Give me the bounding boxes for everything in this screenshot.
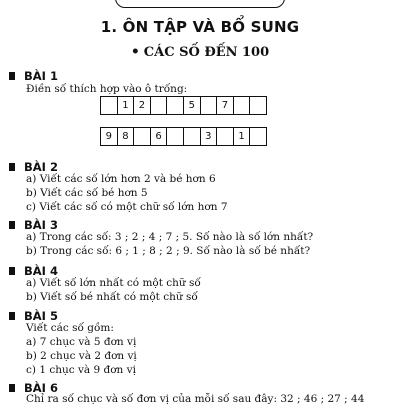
- section-title-text: CÁC SỐ ĐẾN 100: [143, 45, 270, 60]
- grid-2-cell: 8: [117, 127, 135, 146]
- exercise-6-line-1: Chỉ ra số chục và số đơn vị của mỗi số sau đây: 32 ; 46 ; 27 ; 44: [26, 393, 365, 405]
- exercise-3-heading-text: BÀI 3: [24, 218, 58, 232]
- exercise-2-heading: [9, 160, 58, 174]
- grid-2-cell: 9: [100, 127, 118, 146]
- square-bullet-icon: [9, 312, 15, 320]
- bullet-icon: •: [130, 44, 140, 60]
- grid-1-cell[interactable]: [100, 96, 118, 115]
- grid-1-cell[interactable]: [233, 96, 251, 115]
- exercise-4-heading-text: BÀI 4: [24, 264, 58, 278]
- grid-2-cell: 6: [150, 127, 168, 146]
- number-grid-2: [101, 127, 267, 146]
- grid-1-cell: 1: [117, 96, 135, 115]
- exercise-5-line-b: b) 2 chục và 2 đơn vị: [26, 350, 137, 362]
- square-bullet-icon: [9, 267, 15, 275]
- exercise-2-line-a: a) Viết các số lớn hơn 2 và bé hơn 6: [26, 173, 216, 185]
- exercise-2-line-b: b) Viết các số bé hơn 5: [26, 187, 148, 199]
- chapter-title: 1. ÔN TẬP VÀ BỔ SUNG: [100, 18, 300, 36]
- grid-1-cell[interactable]: [249, 96, 267, 115]
- exercise-5-line-a: a) 7 chục và 5 đơn vị: [26, 336, 137, 348]
- exercise-3-line-b: b) Trong các số: 6 ; 1 ; 8 ; 2 ; 9. Số nào là số bé nhất?: [26, 245, 311, 257]
- square-bullet-icon: [9, 72, 15, 80]
- grid-2-cell[interactable]: [183, 127, 201, 146]
- exercise-4-line-a: a) Viết số lớn nhất có một chữ số: [26, 277, 201, 289]
- grid-2-cell[interactable]: [249, 127, 267, 146]
- square-bullet-icon: [9, 221, 15, 229]
- exercise-5-heading: [9, 309, 58, 323]
- exercise-5-line-c: c) 1 chục và 9 đơn vị: [26, 364, 136, 376]
- grid-1-cell: 5: [183, 96, 201, 115]
- grid-1-cell: 2: [133, 96, 151, 115]
- exercise-2-line-c: c) Viết các số có một chữ số lớn hơn 7: [26, 201, 228, 213]
- square-bullet-icon: [9, 384, 15, 392]
- grid-1-cell[interactable]: [200, 96, 218, 115]
- exercise-1-heading: [9, 69, 58, 83]
- exercise-2-heading-text: BÀI 2: [24, 160, 58, 174]
- exercise-6-heading-text: BÀI 6: [24, 381, 58, 395]
- header-frame: [115, 0, 285, 8]
- exercise-5-line-intro: Viết các số gồm:: [26, 322, 114, 334]
- grid-2-cell[interactable]: [216, 127, 234, 146]
- exercise-4-line-b: b) Viết số bé nhất có một chữ số: [26, 291, 198, 303]
- grid-2-cell: 3: [200, 127, 218, 146]
- exercise-3-heading: [9, 218, 58, 232]
- grid-1-cell[interactable]: [166, 96, 184, 115]
- exercise-3-line-a: a) Trong các số: 3 ; 2 ; 4 ; 7 ; 5. Số nào là số lớn nhất?: [26, 231, 314, 243]
- grid-2-cell[interactable]: [133, 127, 151, 146]
- square-bullet-icon: [9, 163, 15, 171]
- section-title: [0, 44, 400, 60]
- exercise-4-heading: [9, 264, 58, 278]
- exercise-1-heading-text: BÀI 1: [24, 69, 58, 83]
- grid-1-cell: 7: [216, 96, 234, 115]
- grid-2-cell[interactable]: [166, 127, 184, 146]
- grid-1-cell[interactable]: [150, 96, 168, 115]
- number-grid-1: [101, 96, 267, 115]
- grid-2-cell: 1: [233, 127, 251, 146]
- exercise-5-heading-text: BÀI 5: [24, 309, 58, 323]
- exercise-1-line-1: Điền số thích hợp vào ô trống:: [26, 83, 188, 95]
